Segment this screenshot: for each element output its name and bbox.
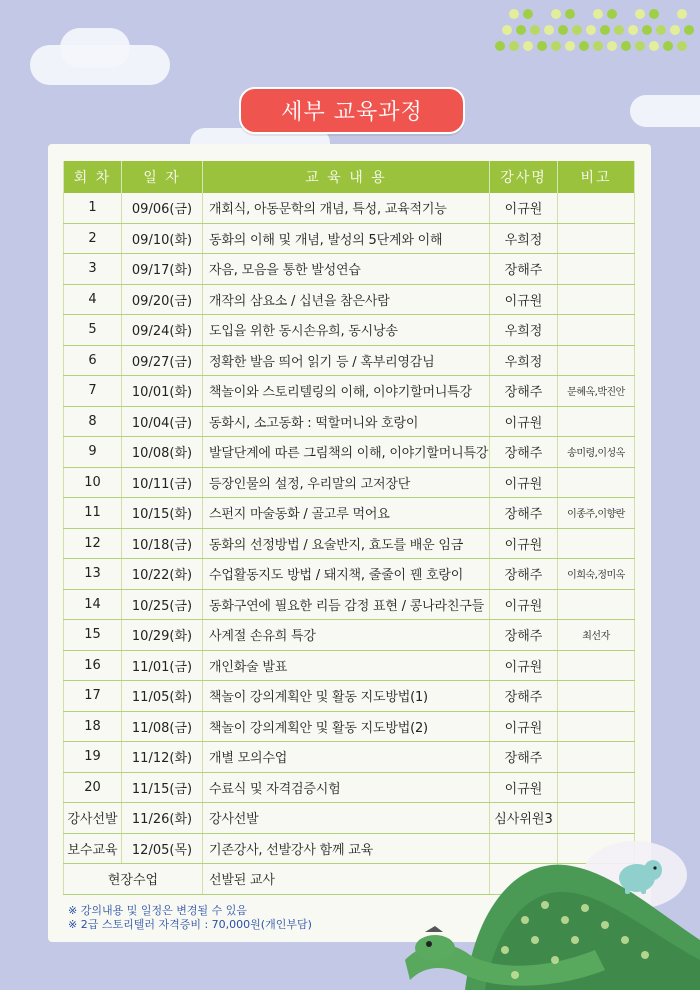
row-note [558,528,635,559]
row-teacher: 우희정 [490,345,558,376]
decorative-dot [565,41,575,51]
row-date: 10/18(금) [122,528,203,559]
row-date: 11/26(화) [122,803,203,834]
table-row [64,193,635,223]
table-row [64,681,635,712]
decorative-dot [600,25,610,35]
row-content: 등장인물의 설정, 우리말의 고저장단 [203,467,490,498]
row-content: 강사선발 [203,803,490,834]
decorative-dot [649,9,659,19]
table-row [64,498,635,529]
decorative-dot [523,41,533,51]
row-teacher: 이규원 [490,711,558,742]
row-content: 도입을 위한 동시손유희, 동시낭송 [203,315,490,346]
table-row [64,437,635,468]
decorative-dot [523,9,533,19]
row-content: 동화구연에 필요한 리듬 감정 표현 / 콩나라친구들 [203,589,490,620]
decorative-dot [586,25,596,35]
table-row [64,223,635,254]
row-note: 송미령,이성옥 [558,437,635,468]
row-date: 11/08(금) [122,711,203,742]
row-content: 책놀이와 스토리텔링의 이해, 이야기할머니특강 [203,376,490,407]
decorative-dot [677,41,687,51]
field-class-content: 선발된 교사 [203,864,490,895]
row-date: 10/22(화) [122,559,203,590]
row-teacher: 장해주 [490,254,558,285]
row-number: 12 [64,528,122,559]
row-note: 이희숙,정미옥 [558,559,635,590]
decorative-dot [614,25,624,35]
decorative-dot [607,41,617,51]
decorative-dot [684,25,694,35]
row-note: 최선자 [558,620,635,651]
header-content: 교 육 내 용 [203,161,490,193]
row-number: 6 [64,345,122,376]
table-row [64,406,635,437]
row-note [558,406,635,437]
row-note [558,284,635,315]
row-number: 3 [64,254,122,285]
header-no: 회 차 [64,161,122,193]
row-content: 동화의 이해 및 개념, 발성의 5단계와 이해 [203,223,490,254]
decorative-dot [509,41,519,51]
row-note [558,772,635,803]
row-content: 개별 모의수업 [203,742,490,773]
cloud-left-puff [60,28,130,68]
decorative-dot [558,25,568,35]
table-row [64,376,635,407]
decorative-dot [607,9,617,19]
row-teacher: 이규원 [490,528,558,559]
cloud-right [630,95,700,127]
header-teacher: 강사명 [490,161,558,193]
decorative-dot [642,25,652,35]
row-date: 11/01(금) [122,650,203,681]
decorative-dot [495,41,505,51]
row-date: 10/01(화) [122,376,203,407]
row-note [558,711,635,742]
row-date: 09/20(금) [122,284,203,315]
row-teacher: 이규원 [490,406,558,437]
row-teacher: 이규원 [490,193,558,223]
decorative-dot [565,9,575,19]
row-teacher: 우희정 [490,223,558,254]
row-number: 보수교육 [64,833,122,864]
row-number: 7 [64,376,122,407]
row-content: 수업활동지도 방법 / 돼지책, 줄줄이 꿴 호랑이 [203,559,490,590]
row-content: 사계절 손유희 특강 [203,620,490,651]
row-content: 수료식 및 자격검증시험 [203,772,490,803]
decorative-dot [509,9,519,19]
row-number: 16 [64,650,122,681]
row-date: 11/15(금) [122,772,203,803]
decorative-dot [530,25,540,35]
row-note: 이종주,이향란 [558,498,635,529]
row-number: 9 [64,437,122,468]
header-date: 일 자 [122,161,203,193]
row-note [558,223,635,254]
row-note [558,315,635,346]
decorative-dot [649,41,659,51]
row-content: 동화의 선정방법 / 요술반지, 효도를 배운 임금 [203,528,490,559]
decorative-dot [621,41,631,51]
row-number: 강사선발 [64,803,122,834]
decorative-dot [593,9,603,19]
table-row [64,589,635,620]
row-number: 8 [64,406,122,437]
row-teacher: 장해주 [490,376,558,407]
row-content: 정확한 발음 띄어 읽기 등 / 혹부리영감님 [203,345,490,376]
row-number: 11 [64,498,122,529]
row-note: 문혜옥,박진안 [558,376,635,407]
row-number: 14 [64,589,122,620]
decorative-dot [551,9,561,19]
decorative-dot [551,41,561,51]
row-content: 개작의 삼요소 / 십년을 참은사람 [203,284,490,315]
row-teacher: 우희정 [490,315,558,346]
table-row [64,467,635,498]
row-note [558,193,635,223]
row-date: 11/12(화) [122,742,203,773]
decorative-dots [400,0,700,80]
decorative-dot [537,41,547,51]
decorative-dot [628,25,638,35]
row-number: 17 [64,681,122,712]
row-teacher: 이규원 [490,284,558,315]
row-teacher: 장해주 [490,620,558,651]
table-row [64,711,635,742]
row-content: 발달단계에 따른 그림책의 이해, 이야기할머니특강 [203,437,490,468]
row-date: 10/25(금) [122,589,203,620]
row-content: 개인화술 발표 [203,650,490,681]
row-note [558,467,635,498]
row-number: 18 [64,711,122,742]
table-row [64,559,635,590]
row-date: 10/29(화) [122,620,203,651]
table-row [64,528,635,559]
row-content: 자음, 모음을 통한 발성연습 [203,254,490,285]
row-content: 개회식, 아동문학의 개념, 특성, 교육적기능 [203,193,490,223]
row-number: 19 [64,742,122,773]
row-date: 10/11(금) [122,467,203,498]
decorative-dot [635,41,645,51]
snake-illustration [405,820,700,990]
row-content: 책놀이 강의계획안 및 활동 지도방법(1) [203,681,490,712]
decorative-dot [663,41,673,51]
decorative-dot [579,41,589,51]
table-row [64,742,635,773]
row-number: 2 [64,223,122,254]
row-content: 기존강사, 선발강사 함께 교육 [203,833,490,864]
row-teacher: 장해주 [490,437,558,468]
decorative-dot [502,25,512,35]
row-date: 12/05(목) [122,833,203,864]
row-number: 1 [64,193,122,223]
table-row [64,650,635,681]
table-row [64,254,635,285]
row-date: 09/24(화) [122,315,203,346]
row-teacher: 장해주 [490,681,558,712]
row-teacher: 이규원 [490,589,558,620]
row-teacher: 이규원 [490,650,558,681]
row-date: 10/04(금) [122,406,203,437]
row-date: 10/08(화) [122,437,203,468]
row-note [558,650,635,681]
decorative-dot [635,9,645,19]
row-note [558,254,635,285]
field-class-label: 현장수업 [64,864,203,895]
row-teacher: 이규원 [490,467,558,498]
row-date: 09/10(화) [122,223,203,254]
table-row [64,315,635,346]
row-note [558,345,635,376]
row-date: 09/27(금) [122,345,203,376]
page-title: 세부 교육과정 [239,87,465,134]
notes-block [68,904,312,932]
row-date: 09/17(화) [122,254,203,285]
schedule-table [63,161,635,895]
decorative-dot [572,25,582,35]
header-note: 비고 [558,161,635,193]
row-date: 10/15(화) [122,498,203,529]
table-header-row [64,161,635,193]
decorative-dot [656,25,666,35]
row-content: 스펀지 마술동화 / 골고루 먹어요 [203,498,490,529]
row-teacher: 이규원 [490,772,558,803]
decorative-dot [516,25,526,35]
table-row [64,284,635,315]
row-number: 4 [64,284,122,315]
decorative-dot [593,41,603,51]
row-date: 09/06(금) [122,193,203,223]
row-note [558,589,635,620]
table-row [64,772,635,803]
decorative-dot [670,25,680,35]
row-teacher: 장해주 [490,742,558,773]
row-content: 책놀이 강의계획안 및 활동 지도방법(2) [203,711,490,742]
row-teacher: 심사위원3 [490,803,558,834]
note-schedule-change: ※ 강의내용 및 일정은 변경될 수 있음 [68,904,247,917]
row-content: 동화시, 소고동화 : 떡할머니와 호랑이 [203,406,490,437]
table-row [64,620,635,651]
decorative-dot [677,9,687,19]
row-teacher: 장해주 [490,498,558,529]
row-number: 15 [64,620,122,651]
row-number: 20 [64,772,122,803]
row-date: 11/05(화) [122,681,203,712]
row-number: 10 [64,467,122,498]
note-certificate-fee: ※ 2급 스토리텔러 자격증비 : 70,000원(개인부담) [68,918,312,931]
row-number: 5 [64,315,122,346]
row-teacher: 장해주 [490,559,558,590]
row-note [558,681,635,712]
table-row [64,345,635,376]
row-note [558,742,635,773]
decorative-dot [544,25,554,35]
row-number: 13 [64,559,122,590]
